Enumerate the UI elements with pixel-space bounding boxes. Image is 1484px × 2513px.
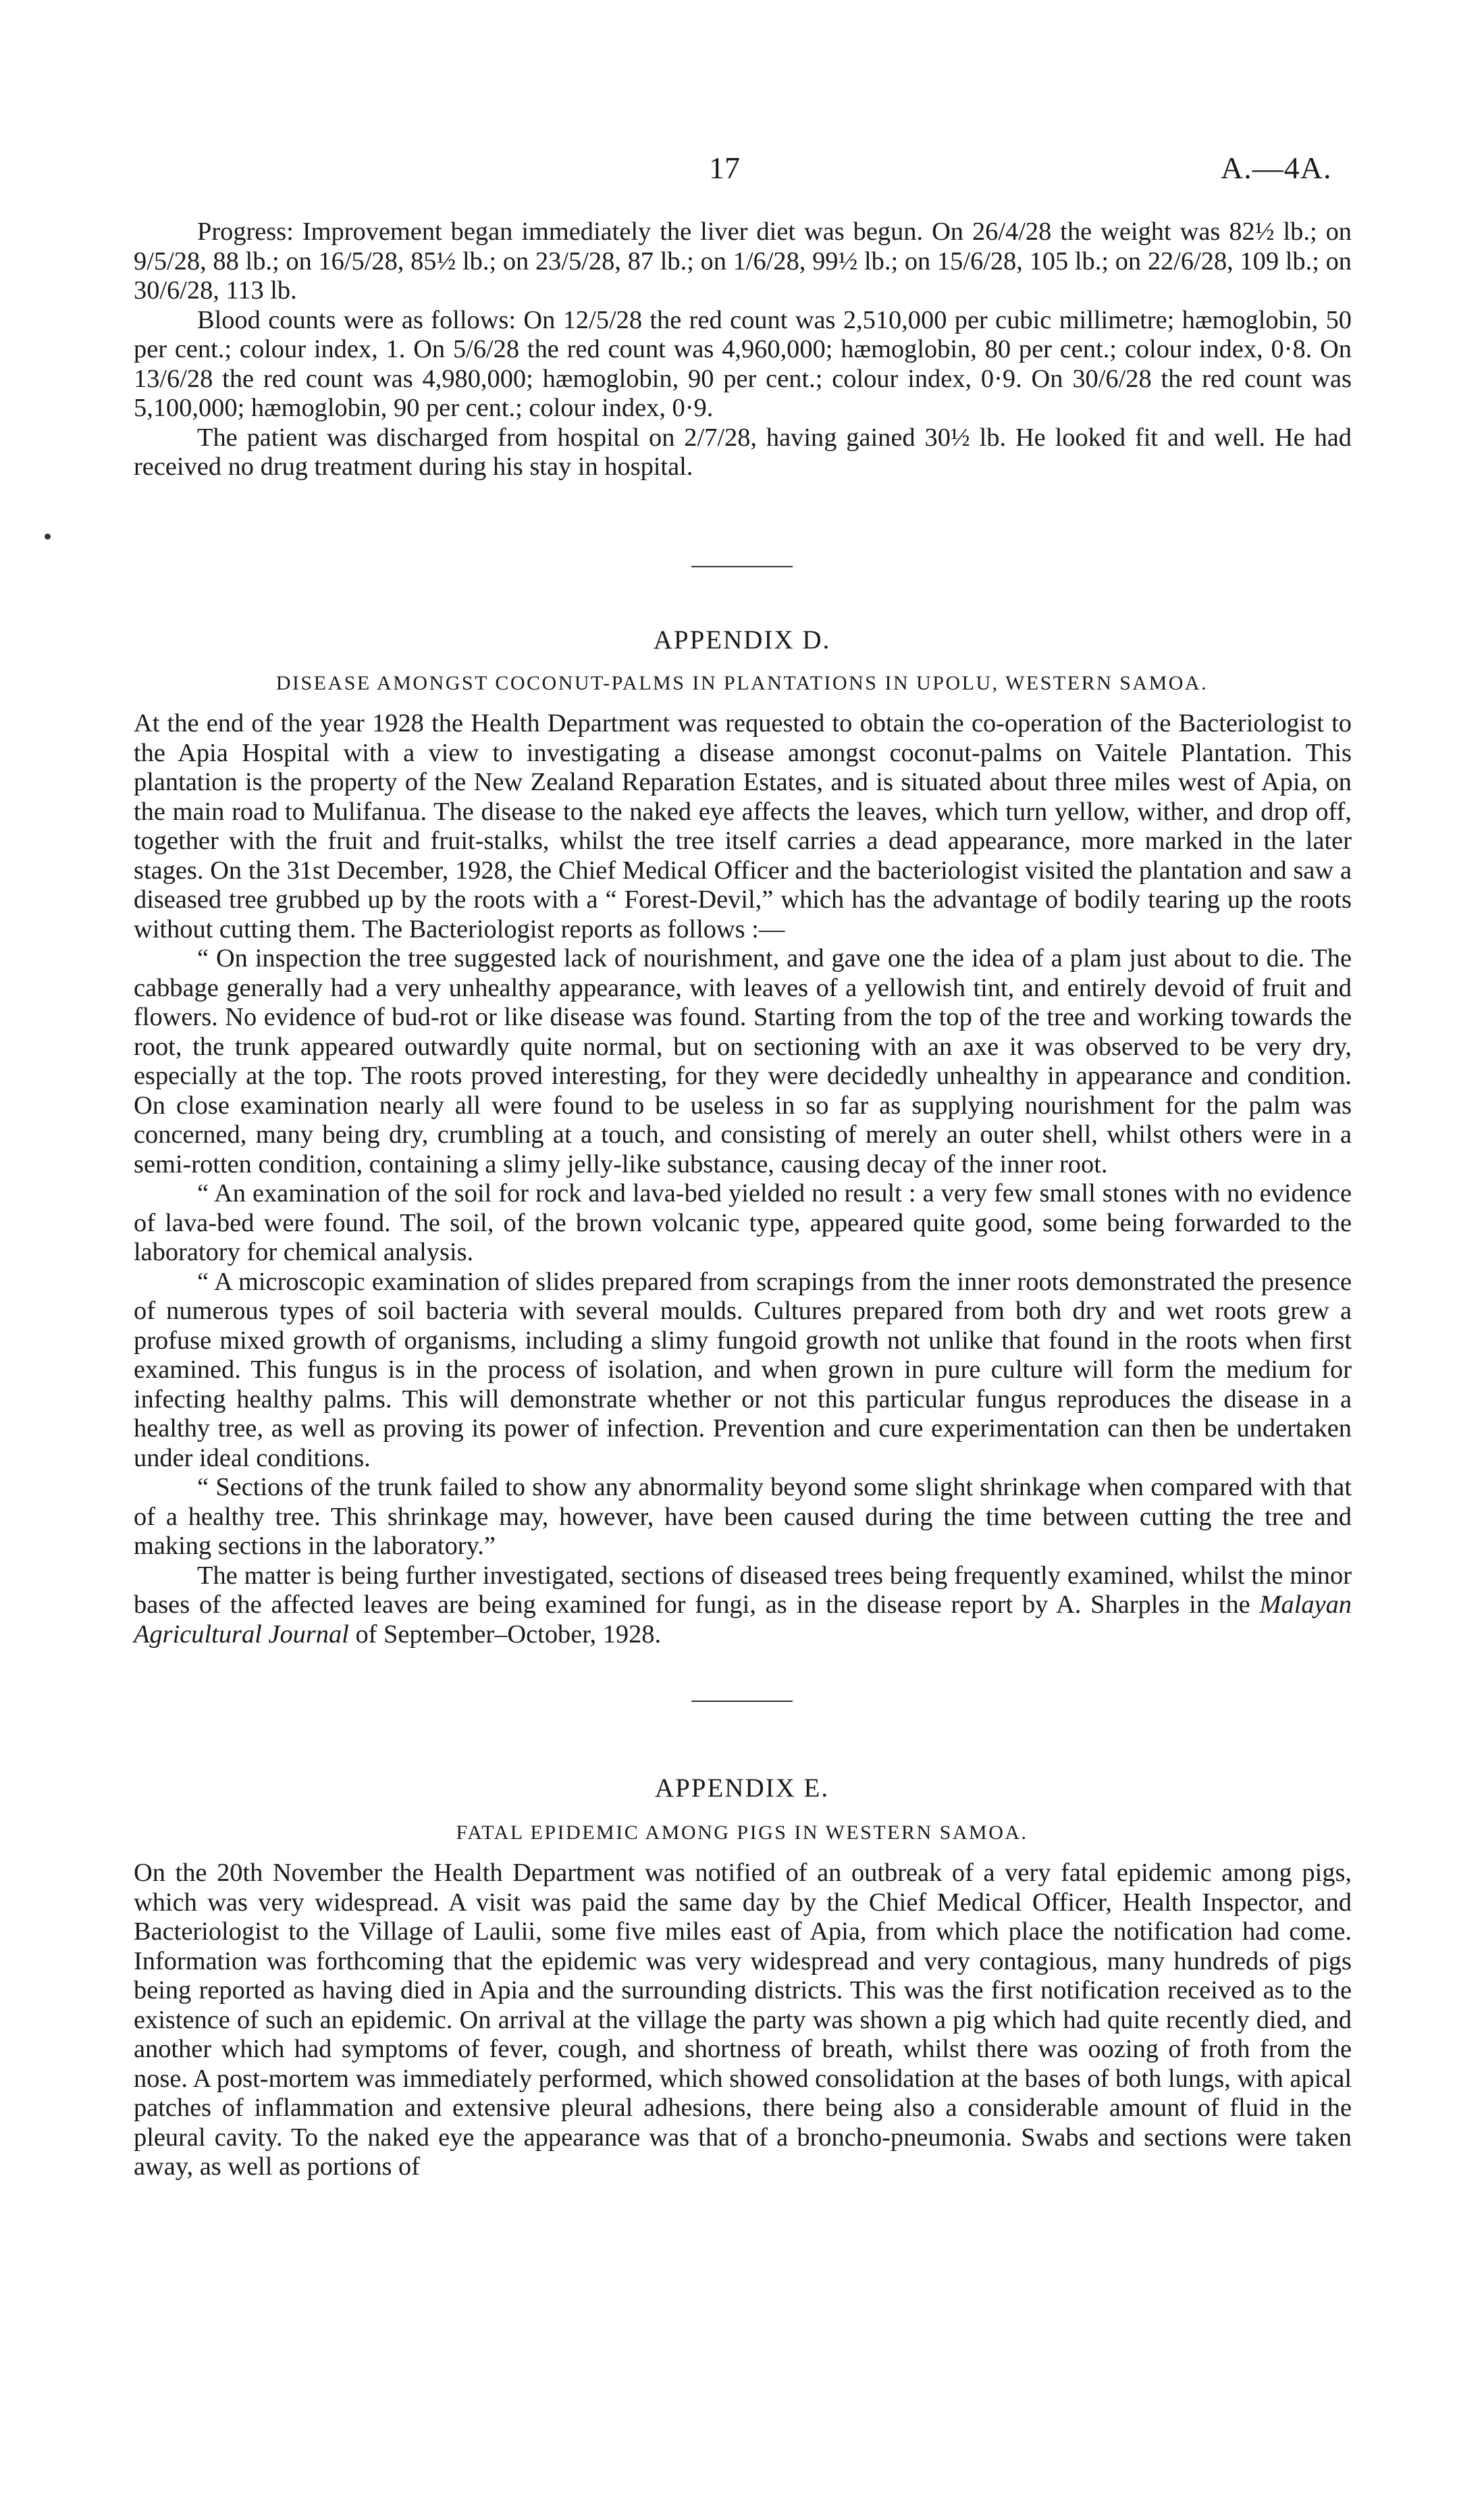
- paragraph: “ An examination of the soil for rock and lava-bed yielded no result : a very few small stones with no evidence of lava-bed were found. The soil, of the brown volcanic type, appeared quite good, some being forwarded to the laboratory for chemical analysis.: [134, 1179, 1352, 1266]
- section-divider: [691, 1701, 793, 1702]
- appendix-d-subheading: DISEASE AMONGST COCONUT-PALMS IN PLANTATIONS IN UPOLU, WESTERN SAMOA.: [275, 672, 1209, 694]
- page-number: 17: [709, 151, 740, 185]
- final-text-end: of September–October, 1928.: [348, 1620, 662, 1649]
- paragraph: Progress: Improvement began immediately the liver diet was begun. On 26/4/28 the weight was 82½ lb.; on 9/5/28, 88 lb.; on 16/5/28, 85½ lb.; on 23/5/28, 87 lb.; on 1/6/28, 99½ lb.; on 15/6/28, 105 lb.; on 22/6/28, 109 lb.; on 30/6/28, 113 lb.: [134, 217, 1352, 305]
- margin-mark: [45, 534, 51, 540]
- appendix-e-heading: APPENDIX E.: [654, 1773, 830, 1803]
- document-reference: A.—4A.: [1221, 151, 1332, 185]
- paragraph: “ On inspection the tree suggested lack of nourishment, and gave one the idea of a plam just about to die. The cabbage generally had a very unhealthy appearance, with leaves of a yellowish tint, and entirely devoid of fruit and flowers. No evidence of bud-rot or like disease was found. Starting from the top of the tree and working towards the root, the trunk appeared outwardly quite normal, but on sectioning with an axe it was observed to be very dry, especially at the top. The roots proved interesting, for they were decidedly unhealthy in appearance and condition. On close examination nearly all were found to be useless in so far as supplying nourishment for the palm was concerned, many being dry, crumbling at a touch, and consisting of merely an outer shell, whilst others were in a semi-rotten condition, containing a slimy jelly-like substance, causing decay of the inner root.: [134, 944, 1352, 1178]
- journal-title: Malayan Agricultural Journal: [134, 1590, 1352, 1649]
- progress-section: [134, 217, 1352, 482]
- paragraph-final: [134, 1561, 1352, 1650]
- paragraph: On the 20th November the Health Department was notified of an outbreak of a very fatal epidemic among pigs, which was very widespread. A visit was paid the same day by the Chief Medical Officer, Health Inspector, and Bacteriologist to the Village of Laulii, some five miles east of Apia, from which place the notification had come. Information was forthcoming that the epidemic was very widespread and very contagious, many hundreds of pigs being reported as having died in Apia and the surrounding districts. This was the first notification received as to the existence of such an epidemic. On arrival at the village the party was shown a pig which had quite recently died, and another which had symptoms of fever, cough, and shortness of breath, whilst there was oozing of froth from the nose. A post-mortem was immediately performed, which showed consolidation at the bases of both lungs, with apical patches of inflammation and extensive pleural adhesions, there being also a considerable amount of fluid in the pleural cavity. To the naked eye the appearance was that of a broncho-pneumonia. Swabs and sections were taken away, as well as portions of: [134, 1859, 1352, 2181]
- appendix-d-body: [134, 709, 1352, 1649]
- paragraph: “ A microscopic examination of slides prepared from scrapings from the inner roots demonstrated the presence of numerous types of soil bacteria with several moulds. Cultures prepared from both dry and wet roots grew a profuse mixed growth of organisms, including a slimy fungoid growth not unlike that found in the roots when first examined. This fungus is in the process of isolation, and when grown in pure culture will form the medium for infecting healthy palms. This will demonstrate whether or not this particular fungus reproduces the disease in a healthy tree, as well as proving its power of infection. Prevention and cure experimentation can then be undertaken under ideal conditions.: [134, 1267, 1352, 1472]
- appendix-e-subheading: FATAL EPIDEMIC AMONG PIGS IN WESTERN SAMOA.: [456, 1821, 1028, 1844]
- paragraph: Blood counts were as follows: On 12/5/28 the red count was 2,510,000 per cubic millimetre; hæmoglobin, 50 per cent.; colour index, 1. On 5/6/28 the red count was 4,960,000; hæmoglobin, 80 per cent.; colour index, 0·8. On 13/6/28 the red count was 4,980,000; hæmoglobin, 90 per cent.; colour index, 0·9. On 30/6/28 the red count was 5,100,000; hæmoglobin, 90 per cent.; colour index, 0·9.: [134, 305, 1352, 422]
- paragraph: “ Sections of the trunk failed to show any abnormality beyond some slight shrinkage when compared with that of a healthy tree. This shrinkage may, however, have been caused during the time between cutting the tree and making sections in the laboratory.”: [134, 1473, 1352, 1560]
- final-text-start: The matter is being further investigated, sections of diseased trees being frequently examined, whilst the minor bases of the affected leaves are being examined for fungi, as in the disease report by A. Sharples in the: [134, 1561, 1352, 1619]
- appendix-e-body: [134, 1859, 1352, 2182]
- section-divider: [691, 566, 793, 567]
- paragraph: The patient was discharged from hospital on 2/7/28, having gained 30½ lb. He looked fit and well. He had received no drug treatment during his stay in hospital.: [134, 423, 1352, 481]
- paragraph: At the end of the year 1928 the Health Department was requested to obtain the co-operation of the Bacteriologist to the Apia Hospital with a view to investigating a disease amongst coconut-palms on Vaitele Plantation. This plantation is the property of the New Zealand Reparation Estates, and is situated about three miles west of Apia, on the main road to Mulifanua. The disease to the naked eye affects the leaves, which turn yellow, wither, and drop off, together with the fruit and fruit-stalks, whilst the tree itself carries a dead appearance, more marked in the later stages. On the 31st December, 1928, the Chief Medical Officer and the bacteriologist visited the plantation and saw a diseased tree grubbed up by the roots with a “ Forest-Devil,” which has the advantage of bodily tearing up the roots without cutting them. The Bacteriologist reports as follows :—: [134, 709, 1352, 943]
- appendix-d-heading: APPENDIX D.: [653, 625, 831, 654]
